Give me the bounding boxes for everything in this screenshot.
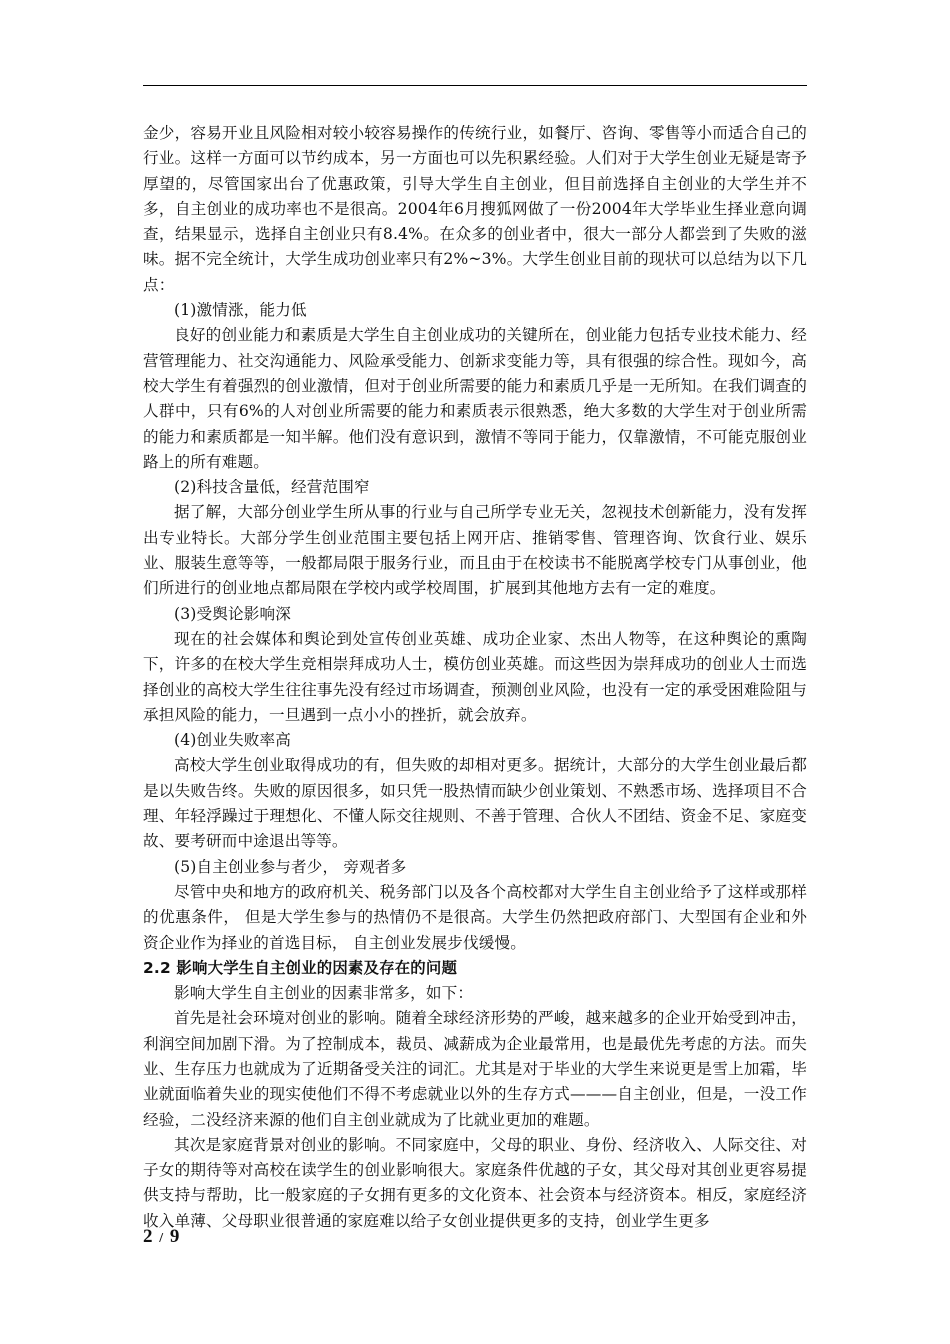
page-current: 2 xyxy=(143,1226,154,1247)
page-total: 9 xyxy=(169,1226,181,1247)
header-rule xyxy=(143,85,807,86)
body-text xyxy=(143,121,807,1234)
subheading: (2)科技含量低，经营范围窄 xyxy=(174,478,370,497)
paragraph: 高校大学生创业取得成功的有，但失败的却相对更多。据统计，大部分的大学生创业最后都是以失败告终。失败的原因很多，如只凭一股热情而缺少创业策划、不熟悉市场、选择项目不合理、年轻浮躁过于理想化、不懂人际交往规则、不善于管理、合伙人不团结、资金不足、家庭变故、要考研而中途退出等等。 xyxy=(143,756,807,851)
section-heading: 2.2 影响大学生自主创业的因素及存在的问题 xyxy=(143,958,458,977)
paragraph: 首先是社会环境对创业的影响。随着全球经济形势的严峻，越来越多的企业开始受到冲击，利润空间加剧下滑。为了控制成本，裁员、减薪成为企业最常用，也是最优先考虑的方法。而失业、生存压力也就成为了近期备受关注的词汇。尤其是对于毕业的大学生来说更是雪上加霜，毕业就面临着失业的现实使他们不得不考虑就业以外的生存方式———自主创业，但是，一没工作经验，二没经济来源的他们自主创业就成为了比就业更加的难题。 xyxy=(143,1009,807,1129)
page-number xyxy=(143,1226,180,1248)
paragraph: 现在的社会媒体和舆论到处宣传创业英雄、成功企业家、杰出人物等，在这种舆论的熏陶下，许多的在校大学生竞相崇拜成功人士，模仿创业英雄。而这些因为崇拜成功的创业人士而选择创业的高校大学生往往事先没有经过市场调查，预测创业风险，也没有一定的承受困难险阻与承担风险的能力，一旦遇到一点小小的挫折，就会放弃。 xyxy=(143,629,807,724)
paragraph: 据了解，大部分创业学生所从事的行业与自己所学专业无关，忽视技术创新能力，没有发挥出专业特长。大部分学生创业范围主要包括上网开店、推销零售、管理咨询、饮食行业、娱乐业、服装生意等等，一般都局限于服务行业，而且由于在校读书不能脱离学校专门从事创业，他们所进行的创业地点都局限在学校内或学校周围，扩展到其他地方去有一定的难度。 xyxy=(143,503,807,598)
paragraph: 良好的创业能力和素质是大学生自主创业成功的关键所在，创业能力包括专业技术能力、经营管理能力、社交沟通能力、风险承受能力、创新求变能力等，具有很强的综合性。现如今，高校大学生有着强烈的创业激情，但对于创业所需要的能力和素质几乎是一无所知。在我们调查的人群中，只有6%的人对创业所需要的能力和素质表示很熟悉，绝大多数的大学生对于创业所需的能力和素质都是一知半解。他们没有意识到，激情不等同于能力，仅靠激情，不可能克服创业路上的所有难题。 xyxy=(143,326,807,471)
paragraph: 影响大学生自主创业的因素非常多，如下： xyxy=(174,984,474,1003)
subheading: (4)创业失败率高 xyxy=(174,731,292,750)
paragraph: 其次是家庭背景对创业的影响。不同家庭中，父母的职业、身份、经济收入、人际交往、对子女的期待等对高校在读学生的创业影响很大。家庭条件优越的子女，其父母对其创业更容易提供支持与帮助，比一般家庭的子女拥有更多的文化资本、社会资本与经济资本。相反，家庭经济收入单薄、父母职业很普通的家庭难以给子女创业提供更多的支持，创业学生更多 xyxy=(143,1135,807,1230)
page-separator: / xyxy=(159,1231,165,1246)
paragraph: 尽管中央和地方的政府机关、税务部门以及各个高校都对大学生自主创业给予了这样或那样的优惠条件， 但是大学生参与的热情仍不是很高。大学生仍然把政府部门、大型国有企业和外资企业作为择业的首选目标， 自主创业发展步伐缓慢。 xyxy=(143,882,807,952)
subheading: (3)受舆论影响深 xyxy=(174,604,292,623)
subheading: (1)激情涨，能力低 xyxy=(174,301,307,320)
paragraph: 金少，容易开业且风险相对较小较容易操作的传统行业，如餐厅、咨询、零售等小而适合自己的行业。这样一方面可以节约成本，另一方面也可以先积累经验。人们对于大学生创业无疑是寄予厚望的，尽管国家出台了优惠政策，引导大学生自主创业，但目前选择自主创业的大学生并不多，自主创业的成功率也不是很高。2004年6月搜狐网做了一份2004年大学毕业生择业意向调查，结果显示，选择自主创业只有8.4%。在众多的创业者中，很大一部分人都尝到了失败的滋味。据不完全统计，大学生成功创业率只有2%~3%。大学生创业目前的现状可以总结为以下几点： xyxy=(143,124,807,294)
subheading: (5)自主创业参与者少， 旁观者多 xyxy=(174,857,407,876)
